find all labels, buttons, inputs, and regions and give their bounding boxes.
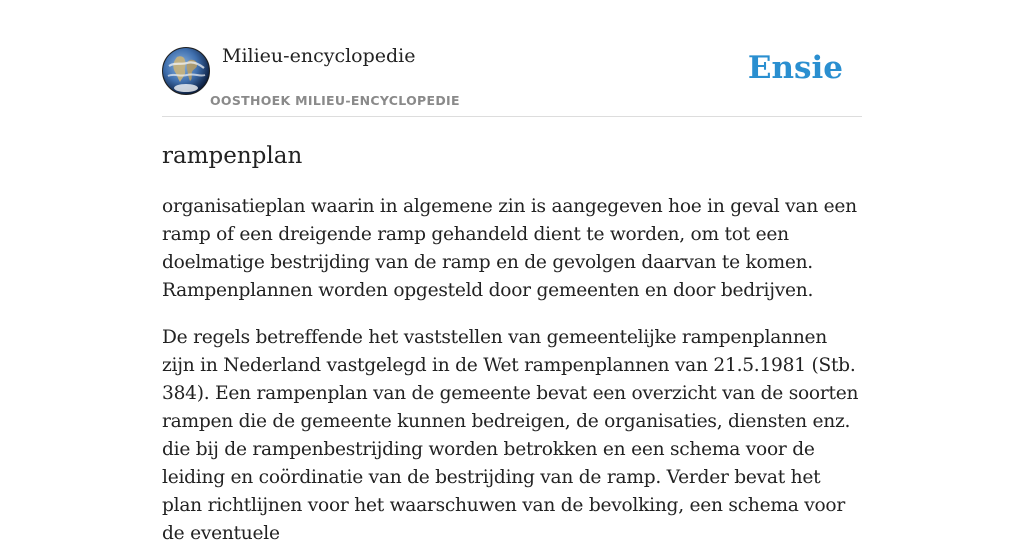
brand-logo-link[interactable]: Ensie bbox=[747, 50, 843, 86]
entry-title: rampenplan bbox=[162, 143, 303, 169]
entry-content bbox=[162, 193, 862, 548]
main-container bbox=[162, 0, 862, 548]
globe-icon[interactable] bbox=[162, 47, 210, 95]
site-header bbox=[162, 0, 862, 117]
entry-paragraph: organisatieplan waarin in algemene zin is aangegeven hoe in geval van een ramp of een dreigende ramp gehandeld dient te worden, om tot een doelmatige bestrijding van de ramp en de gevolgen daarvan te komen. Rampenplannen worden opgesteld door gemeenten en door bedrijven. bbox=[162, 196, 857, 301]
site-subtitle[interactable]: OOSTHOEK MILIEU-ENCYCLOPEDIE bbox=[210, 93, 460, 108]
site-title[interactable]: Milieu-encyclopedie bbox=[222, 45, 416, 67]
entry-paragraph: De regels betreffende het vaststellen van gemeentelijke rampenplannen zijn in Nederland vastgelegd in de Wet rampenplannen van 21.5.1981 (Stb. 384). Een rampenplan van de gemeente bevat een overzicht van de soorten rampen die de gemeente kunnen bedreigen, de organisaties, diensten enz. die bij de rampenbestrijding worden betrokken en een schema voor de leiding en coördinatie van de bestrijding van de ramp. Verder bevat het plan richtlijnen voor het waarschuwen van de bevolking, een schema voor de eventuele bbox=[162, 327, 859, 544]
